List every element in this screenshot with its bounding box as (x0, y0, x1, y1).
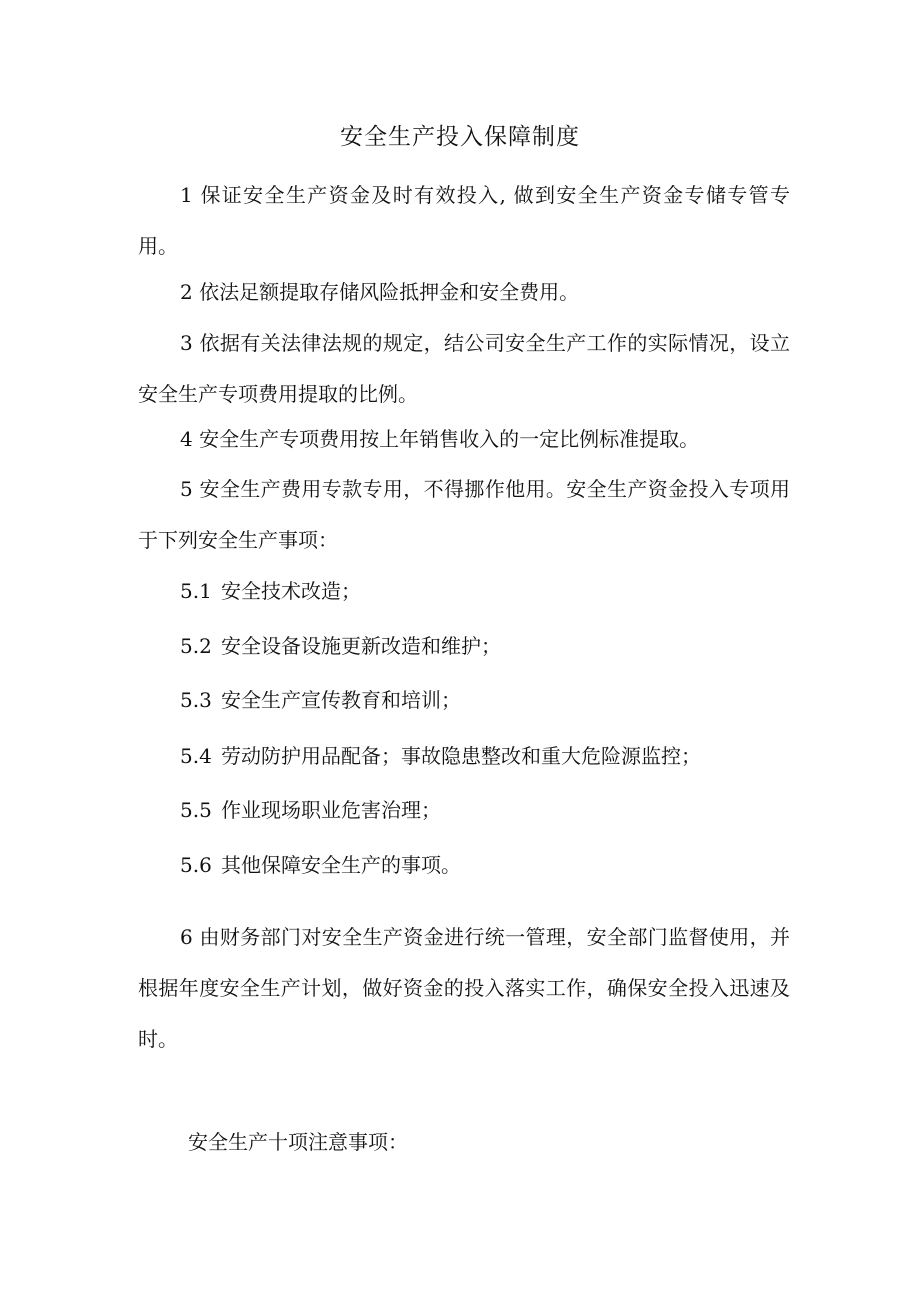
document-title: 安全生产投入保障制度 (340, 124, 580, 150)
list-item-number: 5.1 (180, 579, 212, 603)
list-item-number: 5.4 (180, 744, 212, 768)
list-item (180, 795, 441, 825)
closing-paragraph: 6 由财务部门对安全生产资金进行统一管理，安全部门监督使用，并根据年度安全生产计划，做好资金的投入落实工作，确保安全投入迅速及时。 (138, 925, 790, 1051)
list-item-number: 5.5 (180, 798, 212, 822)
list-item-text: 安全生产宣传教育和培训； (221, 688, 461, 712)
list-item (180, 631, 501, 661)
section-subheading: 安全生产十项注意事项： (188, 1130, 408, 1154)
list-item-text: 安全技术改造； (221, 579, 361, 603)
list-item-number: 5.2 (180, 634, 212, 658)
list-item-text: 劳动防护用品配备；事故隐患整改和重大危险源监控； (221, 744, 701, 768)
list-item (180, 741, 701, 771)
list-item-text: 作业现场职业危害治理； (221, 798, 441, 822)
paragraph-5: 5 安全生产费用专款专用，不得挪作他用。安全生产资金投入专项用于下列安全生产事项： (138, 477, 790, 552)
list-item-text: 安全设备设施更新改造和维护； (221, 634, 501, 658)
list-item-number: 5.6 (180, 853, 212, 877)
paragraph-4: 4 安全生产专项费用按上年销售收入的一定比例标准提取。 (180, 427, 700, 451)
list-item (180, 576, 361, 606)
paragraph-2: 2 依法足额提取存储风险抵押金和安全费用。 (180, 280, 580, 304)
paragraph-1: 1 保证安全生产资金及时有效投入, 做到安全生产资金专储专管专用。 (138, 183, 790, 258)
paragraph-3: 3 依据有关法律法规的规定，结公司安全生产工作的实际情况，设立安全生产专项费用提取的比例。 (138, 331, 790, 406)
list-item-text: 其他保障安全生产的事项。 (221, 853, 461, 877)
list-item (180, 685, 461, 715)
list-item (180, 850, 461, 880)
list-item-number: 5.3 (180, 688, 212, 712)
